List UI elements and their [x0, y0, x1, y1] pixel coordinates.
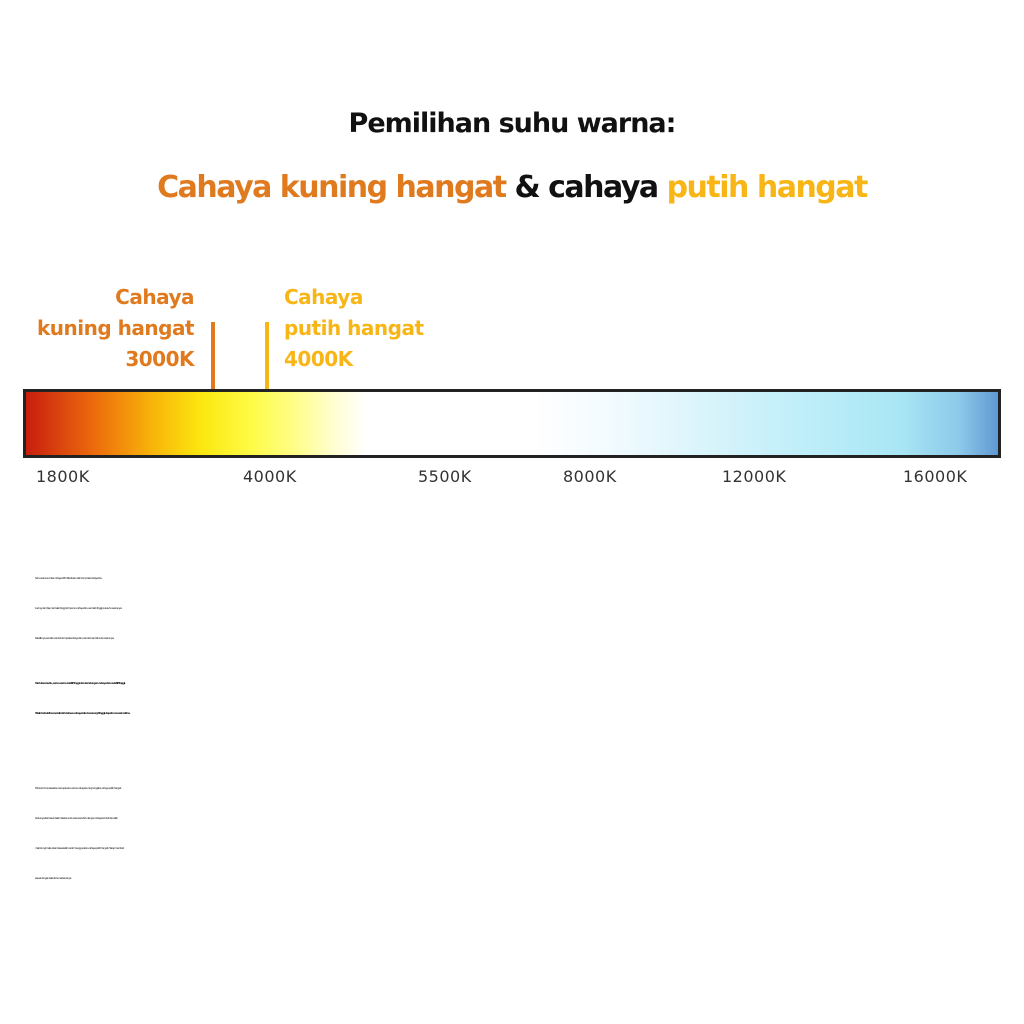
marker-label-warm-yellow [37, 282, 194, 375]
scale-tick-label: 16000K [903, 467, 968, 486]
paragraph-line: Telah terbukti secara ilmiah bahwa cahaya biru berenergi tinggi dapat merusak retina. [35, 711, 130, 715]
marker-label-temperature: 4000K [284, 347, 353, 371]
subtitle-warm-white: putih hangat [666, 170, 867, 205]
offer-paragraph [35, 774, 1015, 894]
paragraph-line: Oleh karena itu, suhu warna relatif tinggi dan kandungan cahaya biru relatif tinggi. [35, 681, 126, 685]
marker-label-warm-white [284, 282, 424, 375]
scale-tick-label: 5500K [418, 467, 472, 486]
marker-label-temperature: 3000K [125, 347, 194, 371]
color-temperature-spectrum [23, 389, 1001, 458]
description-paragraph [35, 564, 1015, 654]
marker-label-line: kuning hangat [37, 316, 194, 340]
scale-tick-label: 1800K [36, 467, 90, 486]
paragraph-line: sesuai dengan kebutuhan sebenarnya. [35, 877, 72, 880]
page-title: Pemilihan suhu warna: [348, 108, 676, 139]
warning-paragraph [35, 668, 1015, 728]
paragraph-line: kuning, dan hijau. Semakin tinggi komponen cahaya biru, semakin tinggi pula suhu warnanya. [35, 607, 122, 610]
paragraph-line: Sebaliknya, semakin rendah komposisi cahaya biru, semakin rendah suhu warnanya. [35, 637, 114, 640]
subtitle-connector: & cahaya [505, 170, 667, 205]
marker-label-line: Cahaya [284, 285, 363, 309]
scale-tick-label: 12000K [722, 467, 787, 486]
paragraph-line: Suhu warna sumber cahaya LED ditentukan oleh komposisi cahaya biru, [35, 577, 103, 580]
paragraph-line: melindungi mata. Akan terasa lebih cerah menggunakan cahaya putih hangat. Harap membeli [35, 847, 124, 850]
scale-tick-label: 8000K [563, 467, 617, 486]
subtitle-warm-yellow: Cahaya kuning hangat [157, 170, 506, 205]
paragraph-line: keduanya termasuk dalam kisaran suhu warna rendah, dengan cahaya lembut dan efek [35, 817, 118, 820]
scale-tick-label: 4000K [243, 467, 297, 486]
marker-label-line: putih hangat [284, 316, 424, 340]
marker-label-line: Cahaya [115, 285, 194, 309]
paragraph-line: Toko kami menawarkan dua opsi suhu warna: cahaya kuning hangat & cahaya putih hangat, [35, 787, 122, 790]
page-subtitle [0, 170, 1024, 205]
